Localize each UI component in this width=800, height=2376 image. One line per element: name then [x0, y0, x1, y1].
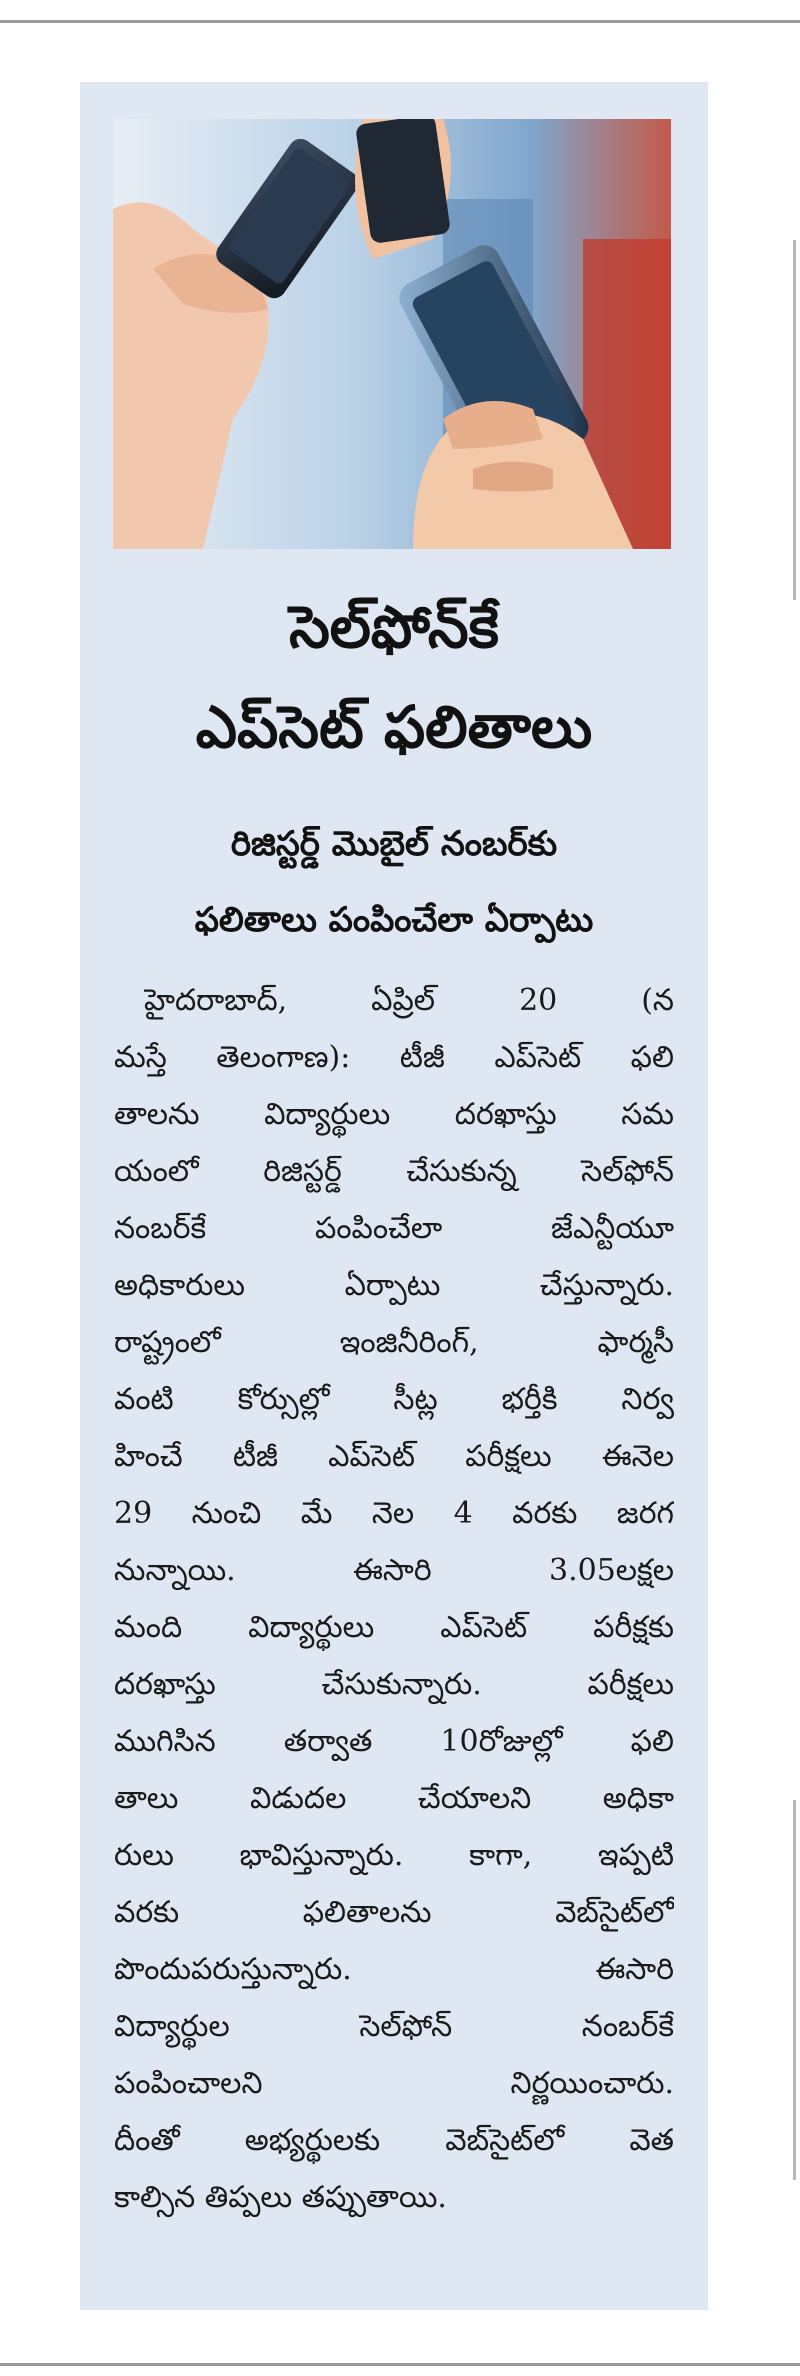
subheadline-line-1: రిజిస్టర్డ్‌ మొబైల్‌ నంబర్‌కు — [230, 824, 558, 864]
right-margin-mark — [793, 1800, 796, 2180]
body-line-11: నున్నాయి. ఈసారి 3.05లక్షల — [114, 1553, 674, 1588]
body-line-21: దీంతో అభ్యర్థులకు వెబ్‌సైట్‌లో వెత — [114, 2123, 674, 2158]
headline-line-2: ఎప్‌సెట్‌ ఫలితాలు — [195, 693, 593, 761]
body-line-12: మంది విద్యార్థులు ఎప్‌సెట్‌ పరీక్షకు — [114, 1610, 674, 1645]
right-margin-mark — [793, 240, 796, 600]
body-line-19: విద్యార్థుల సెల్‌ఫోన్‌ నంబర్‌కే — [114, 2009, 674, 2044]
body-line-7: రాష్ట్రంలో ఇంజినీరింగ్‌, ఫార్మసీ — [114, 1325, 674, 1360]
body-line-16: రులు భావిస్తున్నారు. కాగా, ఇప్పటి — [114, 1838, 674, 1873]
body-line-9: హించే టీజీ ఎప్‌సెట్‌ పరీక్షలు ఈనెల — [114, 1439, 674, 1474]
body-line-2: మస్తే తెలంగాణ): టీజీ ఎప్‌సెట్‌ ఫలి — [114, 1040, 674, 1075]
body-line-14: ముగిసిన తర్వాత 10రోజుల్లో ఫలి — [114, 1724, 674, 1759]
body-line-15: తాలు విడుదల చేయాలని అధికా — [114, 1781, 674, 1816]
news-clipping — [80, 82, 708, 2310]
body-line-18: పొందుపరుస్తున్నారు. ఈసారి — [114, 1952, 674, 1987]
bottom-divider — [0, 2363, 800, 2366]
body-line-6: అధికారులు ఏర్పాటు చేస్తున్నారు. — [114, 1268, 674, 1303]
article-photo — [113, 119, 671, 549]
body-line-3: తాలను విద్యార్థులు దరఖాస్తు సమ — [114, 1097, 674, 1132]
body-line-17: వరకు ఫలితాలను వెబ్‌సైట్‌లో — [114, 1895, 674, 1930]
body-line-5: నంబర్‌కే పంపించేలా జేఎన్టీయూ — [114, 1211, 674, 1246]
hands-holding-smartphones-photo-icon — [113, 119, 671, 549]
body-line-1: హైదరాబాద్‌, ఏప్రిల్‌ 20 (న — [144, 983, 674, 1018]
body-line-20: పంపించాలని నిర్ణయించారు. — [114, 2066, 674, 2101]
body-line-10: 29 నుంచి మే నెల 4 వరకు జరగ — [114, 1496, 674, 1531]
body-line-8: వంటి కోర్సుల్లో సీట్ల భర్తీకి నిర్వ — [114, 1382, 674, 1417]
headline-line-1: సెల్‌ఫోన్‌కే — [289, 593, 499, 661]
body-line-4: యంలో రిజిస్టర్డ్‌ చేసుకున్న సెల్‌ఫోన్‌ — [114, 1154, 674, 1189]
subheadline-line-2: ఫలితాలు పంపించేలా ఏర్పాటు — [194, 900, 594, 940]
body-line-13: దరఖాస్తు చేసుకున్నారు. పరీక్షలు — [114, 1667, 674, 1702]
top-divider — [0, 20, 800, 23]
body-line-22: కాల్సిన తిప్పలు తప్పుతాయి. — [114, 2180, 447, 2215]
